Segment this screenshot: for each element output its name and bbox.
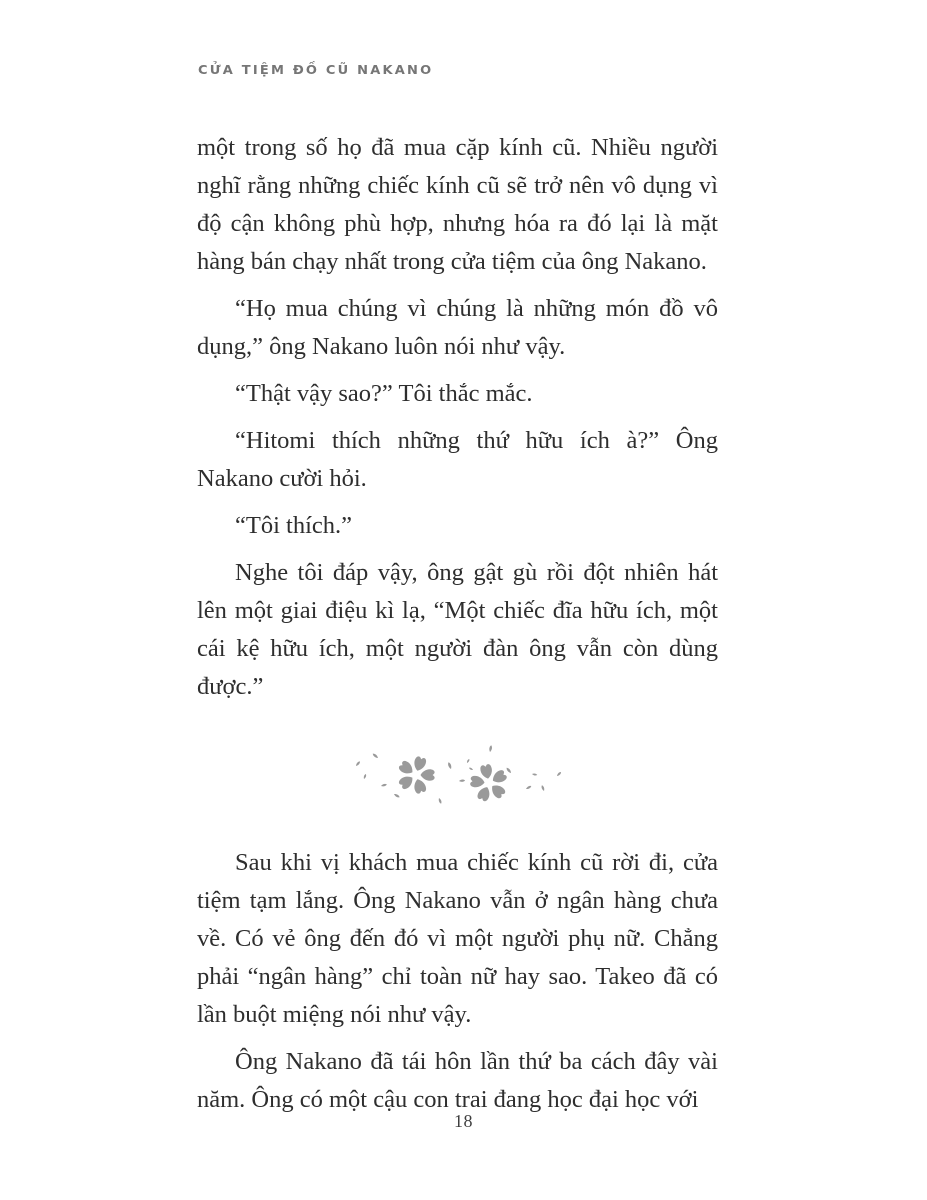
paragraph: một trong số họ đã mua cặp kính cũ. Nhiều người nghĩ rằng những chiếc kính cũ sẽ trở nên vô dụng vì độ cận không phù hợp, nhưng hóa ra đó lại là mặt hàng bán chạy nhất trong cửa tiệm của ông Nakano. [197, 134, 718, 275]
paragraph: “Thật vậy sao?” Tôi thắc mắc. [235, 380, 533, 407]
paragraph: Nghe tôi đáp vậy, ông gật gù rồi đột nhiên hát lên một giai điệu kì lạ, “Một chiếc đĩa hữu ích, một cái kệ hữu ích, một người đàn ông vẫn còn dùng được.” [197, 559, 718, 700]
paragraph: Ông Nakano đã tái hôn lần thứ ba cách đây vài năm. Ông có một cậu con trai đang học đại học với [197, 1048, 718, 1113]
sakura-blossoms-icon [350, 783, 565, 810]
paragraph: “Hitomi thích những thứ hữu ích à?” Ông Nakano cười hỏi. [197, 427, 718, 492]
running-header: CỬA TIỆM ĐỒ CŨ NAKANO [198, 64, 434, 78]
page-text-block [197, 129, 718, 1128]
section-divider [197, 742, 718, 804]
paragraph: “Tôi thích.” [235, 512, 353, 539]
page-number: 18 [454, 1111, 473, 1131]
paragraph: Sau khi vị khách mua chiếc kính cũ rời đi, cửa tiệm tạm lắng. Ông Nakano vẫn ở ngân hàng chưa về. Có vẻ ông đến đó vì một người phụ nữ. Chẳng phải “ngân hàng” chỉ toàn nữ hay sao. Takeo đã có lần buột miệng nói như vậy. [197, 849, 718, 1028]
paragraph: “Họ mua chúng vì chúng là những món đồ vô dụng,” ông Nakano luôn nói như vậy. [197, 295, 718, 360]
